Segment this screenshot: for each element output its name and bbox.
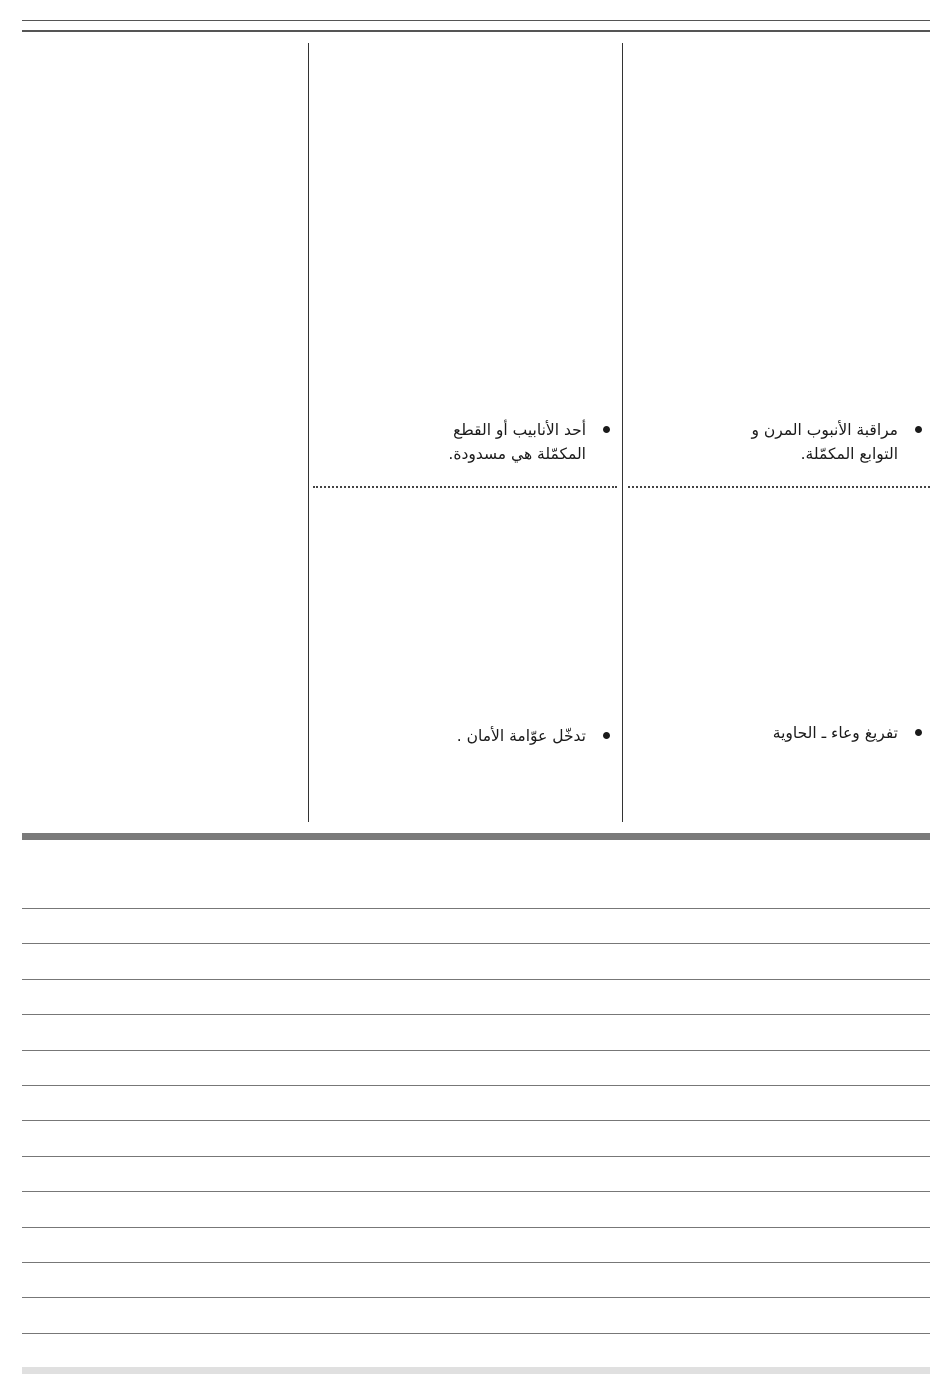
cell-line: تفريغ وعاء ـ الحاوية [772,724,898,742]
bullet-icon [915,729,922,736]
bullet-icon [603,426,610,433]
note-line [22,1085,930,1086]
header-rule-thin [22,20,930,21]
cell-line: أحد الأنابيب أو القطع [453,421,586,439]
row-separator-middle [313,486,617,488]
footer-bar [22,1367,930,1374]
note-line [22,1262,930,1263]
note-line [22,1050,930,1051]
cell-line: المكمّلة هي مسدودة. [448,445,586,463]
column-divider-left [308,43,309,822]
note-line [22,1333,930,1334]
note-line [22,1120,930,1121]
row-separator-right [628,486,930,488]
solution-cell-row-1 [752,418,899,466]
note-line [22,1227,930,1228]
note-line [22,1191,930,1192]
note-line [22,1297,930,1298]
header-rule-thick [22,30,930,32]
solution-cell-row-2 [773,721,898,745]
column-divider-right [622,43,623,822]
note-line [22,1156,930,1157]
note-line [22,1014,930,1015]
note-line [22,908,930,909]
cause-cell-row-2 [457,724,586,748]
section-divider-bar [22,833,930,840]
bullet-icon [603,732,610,739]
note-line [22,943,930,944]
bullet-icon [915,426,922,433]
note-line [22,979,930,980]
cell-line: التوابع المكمّلة. [800,445,898,463]
cell-line: تدخّل عوّامة الأمان . [456,727,586,745]
cell-line: مراقبة الأنبوب المرن و [751,421,898,439]
cause-cell-row-1 [448,418,586,466]
